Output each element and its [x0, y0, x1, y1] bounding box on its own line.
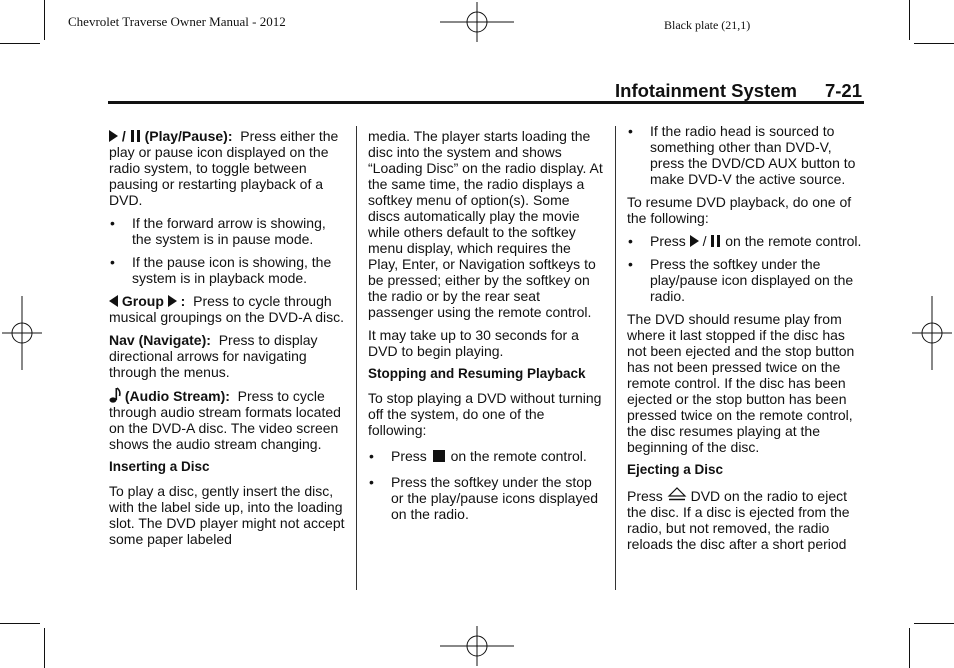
play-icon	[109, 130, 118, 142]
ejecting-paragraph: Press DVD on the radio to eject the disc. If a disc is ejected from the radio, but not removed, the radio reloads the disc after a short period	[627, 488, 850, 552]
page-number: 7-21	[824, 80, 862, 101]
audio-text: Press to cycle through audio stream formats located on the DVD-A disc. The video screen shows the audio stream changing.	[109, 388, 341, 452]
next-icon	[168, 295, 177, 307]
crop-mark	[909, 0, 910, 40]
column-divider	[615, 126, 616, 590]
registration-mark-top	[440, 2, 514, 42]
list-item: • If the pause icon is showing, the system is in playback mode.	[110, 254, 332, 286]
bullet: •	[628, 256, 633, 272]
music-note-icon	[109, 387, 121, 403]
play-pause-paragraph	[109, 128, 345, 208]
group-paragraph: Group : Press to cycle through musical groupings on the DVD-A disc.	[109, 293, 344, 325]
nav-text: Press to display directional arrows for navigating through the menus.	[109, 332, 318, 380]
crop-mark	[914, 623, 954, 624]
nav-label: Nav (Navigate):	[109, 332, 211, 348]
registration-mark-left	[2, 296, 42, 370]
crop-mark	[44, 0, 45, 40]
group-text: Press to cycle through musical groupings on the DVD-A disc.	[109, 293, 344, 325]
pause-icon	[711, 235, 720, 247]
bullet: •	[369, 474, 374, 490]
list-item: • If the radio head is sourced to something other than DVD-V, press the DVD/CD AUX button to make DVD-V the active source.	[628, 123, 856, 187]
inserting-text: To play a disc, gently insert the disc, with the label side up, into the loading slot. The DVD player might not accept some paper labeled	[109, 483, 345, 547]
audio-label: (Audio Stream):	[124, 388, 230, 404]
nav-paragraph	[109, 332, 345, 380]
pause-icon	[131, 130, 140, 142]
bullet: •	[628, 123, 633, 139]
stop-icon	[433, 450, 445, 462]
column-divider	[356, 126, 357, 590]
stopping-text: To stop playing a DVD without turning off the system, do one of the following:	[368, 390, 602, 438]
bullet: •	[110, 215, 115, 231]
section-title: Infotainment System	[615, 80, 797, 101]
eject-icon	[667, 486, 687, 502]
play-icon	[690, 235, 699, 247]
crop-mark	[44, 628, 45, 668]
media-text: media. The player starts loading the disc into the system and shows “Loading Disc” on the radio display. At the same time, the radio displays a softkey menu of option(s). Some discs automatically play the movie while others default to the softkey menu display, which requires the Play, Enter, or Navigation softkeys to be pressed; either by the softkey on the radio or by the rear seat passenger using the remote control.	[368, 128, 603, 320]
page-title	[560, 80, 862, 102]
crop-mark	[0, 623, 40, 624]
bullet: •	[369, 448, 374, 464]
play-pause-text: Press either the play or pause icon displayed on the radio system, to toggle between pausing or restarting playback of a DVD.	[109, 128, 339, 208]
crop-mark	[0, 43, 40, 44]
crop-mark	[909, 628, 910, 668]
wait-text: It may take up to 30 seconds for a DVD to begin playing.	[368, 327, 579, 359]
registration-mark-right	[912, 296, 952, 370]
inserting-heading: Inserting a Disc	[109, 459, 210, 474]
manual-title: Chevrolet Traverse Owner Manual - 2012	[68, 14, 286, 29]
list-item: • Press the softkey under the play/pause icon displayed on the radio.	[628, 256, 854, 304]
column-2	[368, 128, 604, 529]
column-3	[627, 123, 865, 559]
plate-label: Black plate (21,1)	[664, 18, 751, 32]
column-1	[109, 128, 345, 554]
list-item: • If the forward arrow is showing, the system is in pause mode.	[110, 215, 326, 247]
play-slash: /	[121, 128, 130, 144]
play-pause-label: (Play/Pause):	[144, 128, 233, 144]
bullet: •	[110, 254, 115, 270]
stopping-heading: Stopping and Resuming Playback	[368, 366, 586, 381]
crop-mark	[914, 43, 954, 44]
bullet: •	[628, 233, 633, 249]
resume-text: To resume DVD playback, do one of the following:	[627, 194, 852, 226]
group-label: Group	[121, 293, 164, 309]
list-item: • Press on the remote control.	[369, 448, 587, 464]
previous-icon	[109, 295, 118, 307]
registration-mark-bottom	[440, 626, 514, 666]
list-item: • Press / on the remote control.	[628, 233, 862, 249]
resume-note: The DVD should resume play from where it last stopped if the disc has not been ejected and the stop button has not been pressed twice on the remote control. If the disc has been ejected or the stop button has been pressed twice on the remote control, the disc resumes playing at the beginning of the disc.	[627, 311, 855, 455]
ejecting-heading: Ejecting a Disc	[627, 462, 724, 477]
header-rule	[108, 101, 864, 104]
audio-paragraph	[109, 387, 345, 452]
list-item: • Press the softkey under the stop or the play/pause icons displayed on the radio.	[369, 474, 599, 522]
